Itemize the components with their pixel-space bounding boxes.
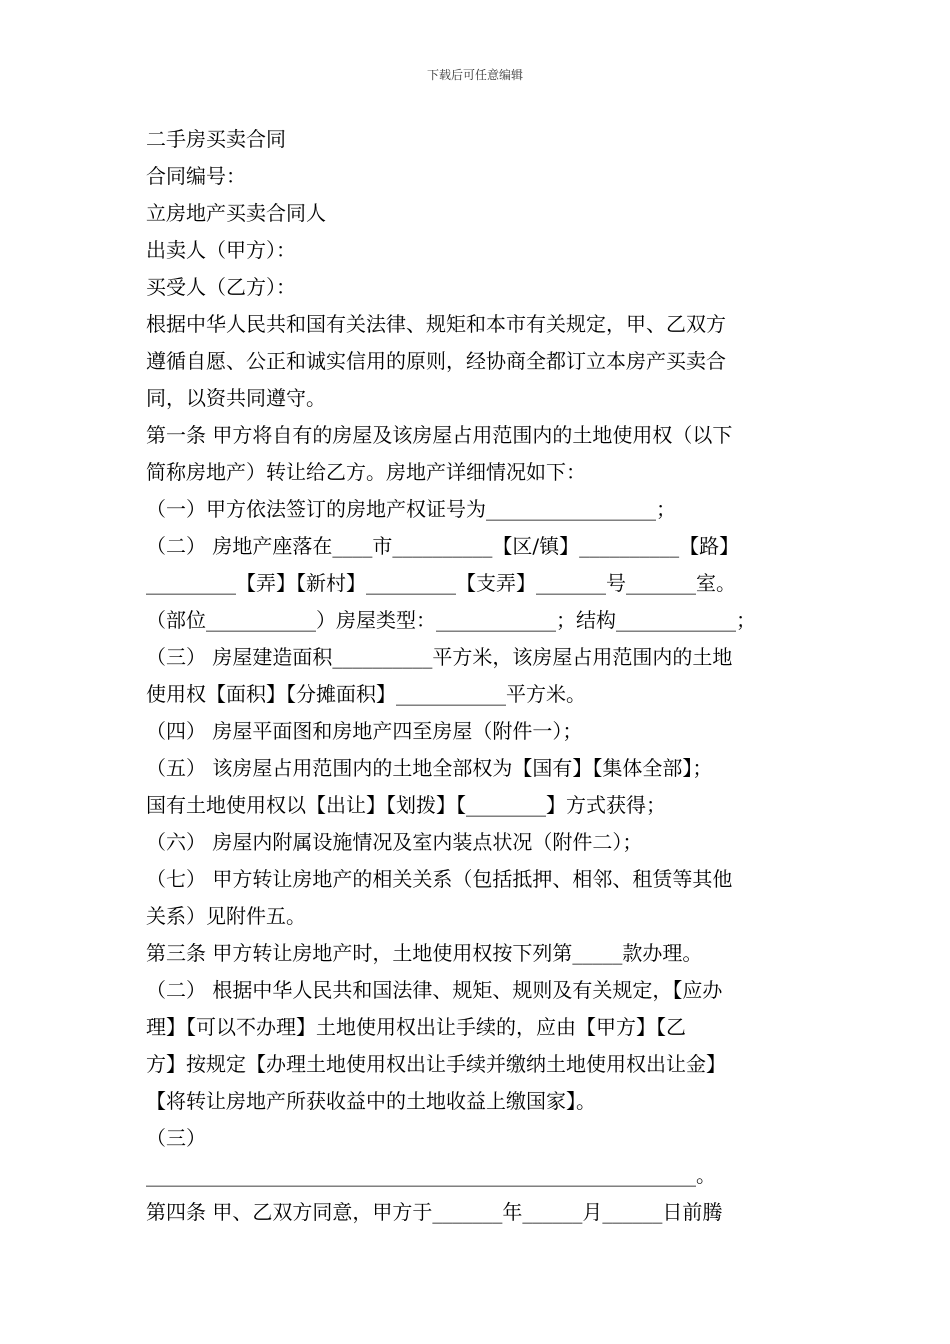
clause-line: 【将转让房地产所获收益中的土地收益上缴国家】。 [146,1089,596,1113]
clause-line: （七） 甲方转让房地产的相关关系（包括抵押、相邻、租赁等其他 [146,867,733,891]
clause-line: 理】【可以不办理】土地使用权出让手续的，应由【甲方】【乙 [146,1015,686,1039]
clause-line: 使用权【面积】【分摊面积】___________平方米。 [146,682,586,706]
clause-line: （三） [146,1126,206,1150]
article-4-line: 第四条 甲、乙双方同意，甲方于_______年______月______日前腾 [146,1200,723,1224]
seller-label: 出卖人（甲方）： [146,238,296,262]
clause-line: （二） 根据中华人民共和国法律、规矩、规则及有关规定，【应办 [146,978,723,1002]
contract-title: 二手房买卖合同 [146,127,286,151]
clause-line: _________【弄】【新村】_________【支弄】_______号_______室。 [146,571,736,595]
clause-line: （部位___________）房屋类型：____________；结构____________； [146,608,756,632]
clause-line: 国有土地使用权以【出让】【划拨】【________】方式获得； [146,793,666,817]
page-header-note: 下载后可任意编辑 [426,68,523,82]
buyer-label: 买受人（乙方）： [146,275,296,299]
contract-body [146,121,816,1231]
text-line: 遵循自愿、公正和诚实信用的原则，经协商全都订立本房产买卖合 [146,349,726,373]
blank-fill-line: _______________________________________________________。 [146,1163,716,1187]
clause-line: 方】按规定【办理土地使用权出让手续并缴纳土地使用权出让金】 [146,1052,726,1076]
clause-line: （二） 房地产座落在____市__________【区/镇】__________【路】 [146,534,740,558]
clause-line: （四） 房屋平面图和房地产四至房屋（附件一）； [146,719,583,743]
text-line: 根据中华人民共和国有关法律、规矩和本市有关规定，甲、乙双方 [146,312,726,336]
article-3-line: 第三条 甲方转让房地产时，土地使用权按下列第_____款办理。 [146,941,703,965]
clause-line: （一）甲方依法签订的房地产权证号为_________________； [146,497,676,521]
text-line: 同，以资共同遵守。 [146,386,326,410]
clause-line: （三） 房屋建造面积__________平方米，该房屋占用范围内的土地 [146,645,733,669]
contract-number-label: 合同编号： [146,164,246,188]
clause-line: （五） 该房屋占用范围内的土地全部权为【国有】【集体全部】； [146,756,713,780]
article-1-line: 第一条 甲方将自有的房屋及该房屋占用范围内的土地使用权（以下 [146,423,733,447]
text-line: 简称房地产）转让给乙方。房地产详细情况如下： [146,460,586,484]
clause-line: 关系）见附件五。 [146,904,306,928]
contract-parties-label: 立房地产买卖合同人 [146,201,326,225]
clause-line: （六） 房屋内附属设施情况及室内装点状况（附件二）； [146,830,643,854]
